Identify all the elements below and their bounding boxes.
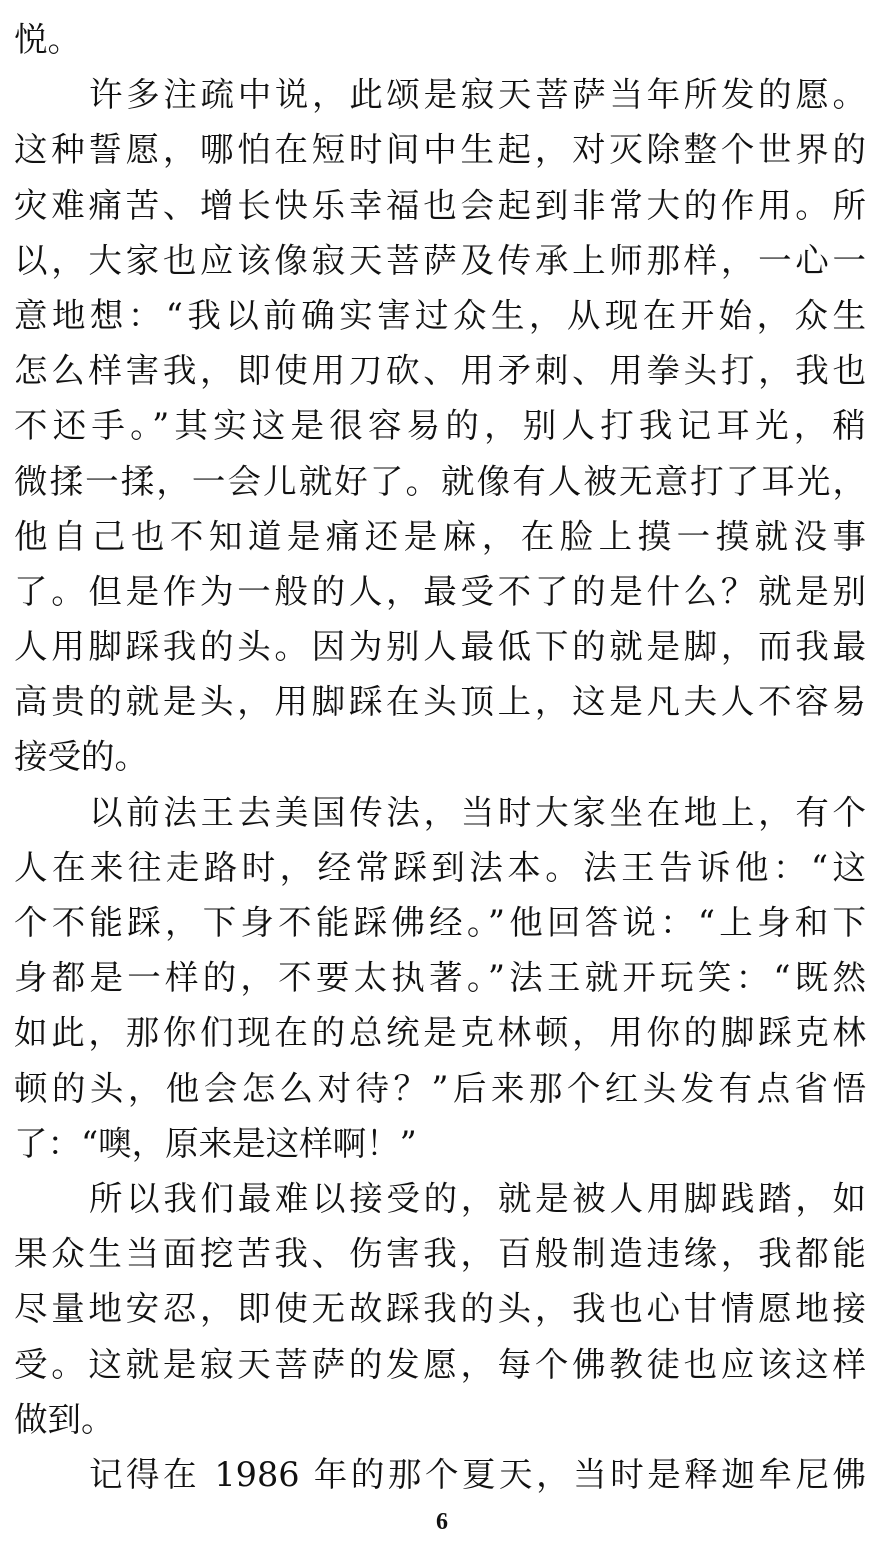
paragraph-first-line: 记得在 1986 年的那个夏天，当时是释迦牟尼佛 xyxy=(89,1454,866,1494)
text-line: 怎么样害我，即使用刀砍、用矛刺、用拳头打，我也 xyxy=(14,351,866,391)
paragraph-first-line: 许多注疏中说，此颂是寂天菩萨当年所发的愿。 xyxy=(89,75,866,115)
text-line: 接受的。 xyxy=(14,737,148,777)
text-line: 他自己也不知道是痛还是麻，在脸上摸一摸就没事 xyxy=(14,516,866,556)
text-line: 果众生当面挖苦我、伤害我，百般制造违缘，我都能 xyxy=(14,1234,866,1274)
text-line: 意地想：“我以前确实害过众生，从现在开始，众生 xyxy=(14,295,866,335)
text-line: 不还手。”其实这是很容易的，别人打我记耳光，稍 xyxy=(14,406,866,446)
text-line: 个不能踩，下身不能踩佛经。”他回答说：“上身和下 xyxy=(14,903,866,942)
paragraph-first-line: 以前法王去美国传法，当时大家坐在地上，有个 xyxy=(89,792,866,832)
text-line: 顿的头，他会怎么对待？”后来那个红头发有点省悟 xyxy=(14,1068,866,1108)
text-line: 人在来往走路时，经常踩到法本。法王告诉他：“这 xyxy=(14,847,866,887)
paragraph-first-line: 所以我们最难以接受的，就是被人用脚践踏，如 xyxy=(89,1178,866,1218)
text-line: 尽量地安忍，即使无故踩我的头，我也心甘情愿地接 xyxy=(14,1289,866,1329)
text-line: 悦。 xyxy=(14,20,81,59)
text-line: 以，大家也应该像寂天菩萨及传承上师那样，一心一 xyxy=(14,240,866,280)
text-line: 高贵的就是头，用脚踩在头顶上，这是凡夫人不容易 xyxy=(14,682,866,722)
text-line: 这种誓愿，哪怕在短时间中生起，对灭除整个世界的 xyxy=(14,130,866,170)
text-line: 如此，那你们现在的总统是克林顿，用你的脚踩克林 xyxy=(14,1013,866,1053)
text-line: 了。但是作为一般的人，最受不了的是什么？就是别 xyxy=(14,571,866,611)
page-number: 6 xyxy=(436,1509,448,1535)
text-line: 人用脚踩我的头。因为别人最低下的就是脚，而我最 xyxy=(14,627,866,667)
text-line: 了：“噢，原来是这样啊！” xyxy=(14,1123,417,1163)
text-line: 微揉一揉，一会儿就好了。就像有人被无意打了耳光， xyxy=(14,461,866,501)
text-line: 身都是一样的，不要太执著。”法王就开玩笑：“既然 xyxy=(14,958,866,998)
text-line: 受。这就是寂天菩萨的发愿，每个佛教徒也应该这样 xyxy=(14,1344,866,1384)
text-line: 做到。 xyxy=(14,1399,115,1439)
text-line: 灾难痛苦、增长快乐幸福也会起到非常大的作用。所 xyxy=(14,185,866,225)
body-text xyxy=(14,12,866,1502)
